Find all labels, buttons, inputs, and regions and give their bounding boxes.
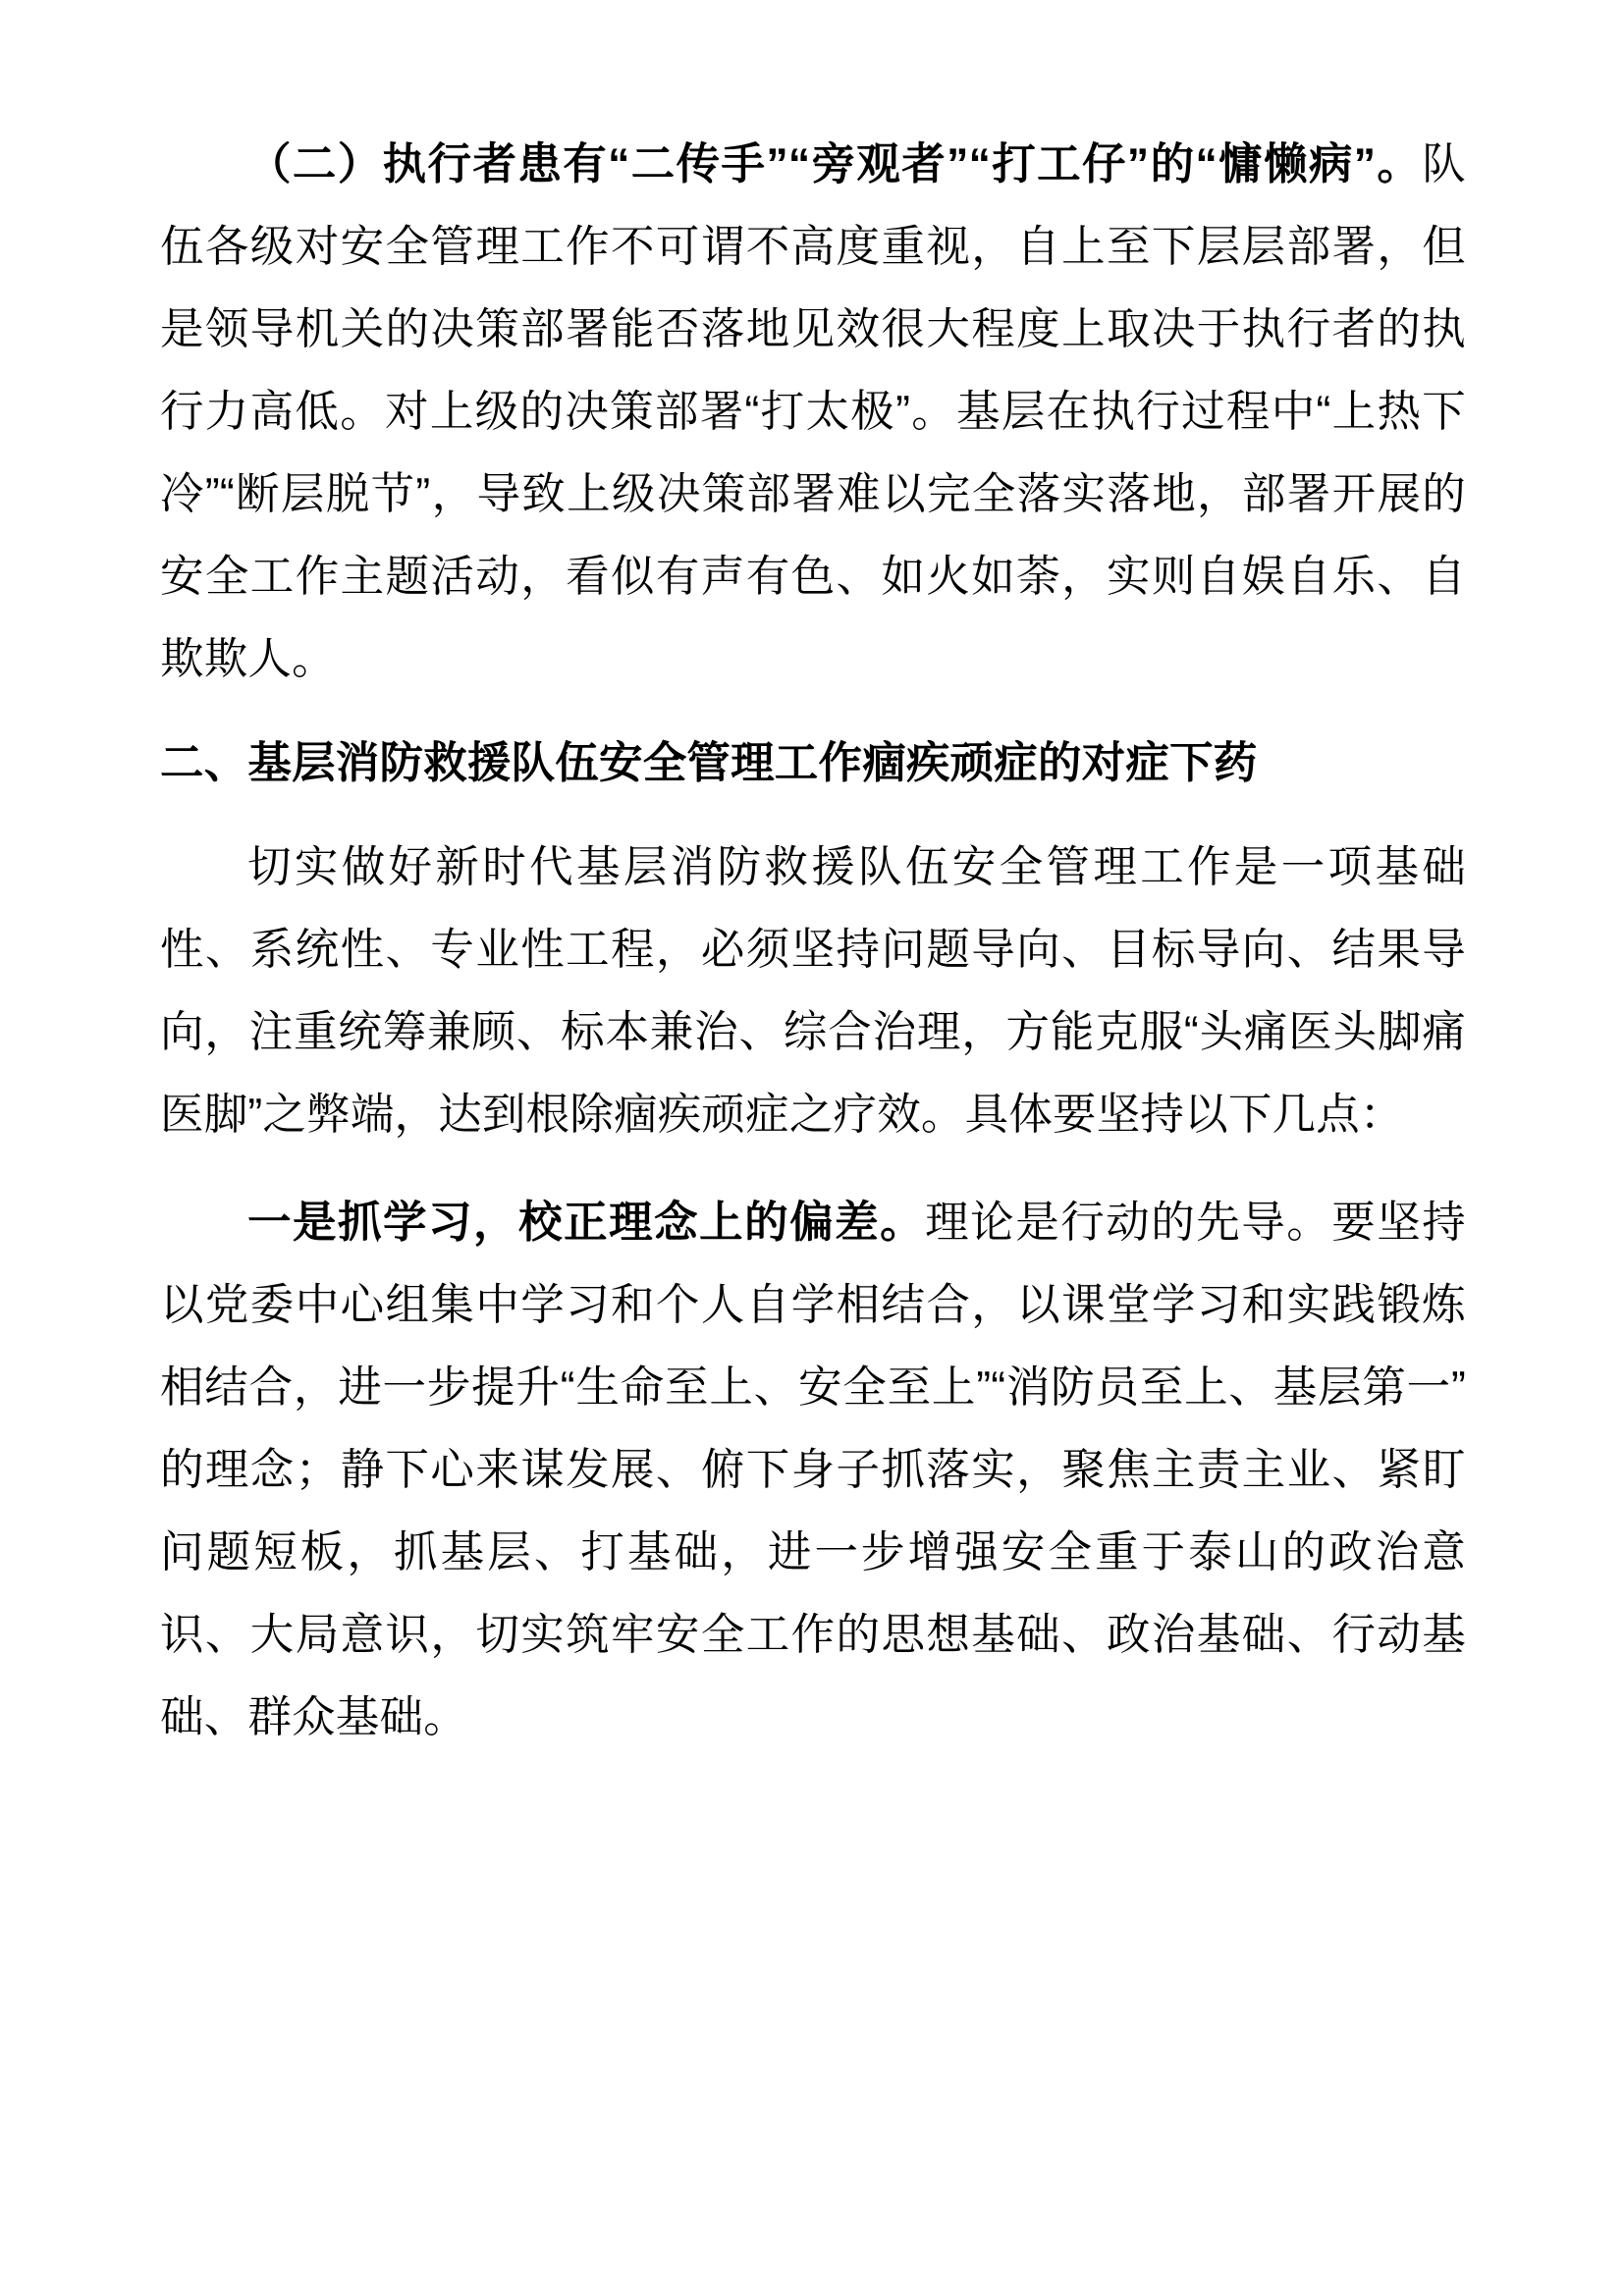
paragraph-overview-body: 切实做好新时代基层消防救援队伍安全管理工作是一项基础性、系统性、专业性工程，必须坚持问题导向、目标导向、结果导向，注重统筹兼顾、标本兼治、综合治理，方能克服“头痛医头脚痛医脚”之弊端，达到根除痼疾顽症之疗效。具体要坚持以下几点： <box>160 843 1466 1139</box>
document-body <box>160 124 1466 1759</box>
paragraph-point-one <box>160 1182 1466 1759</box>
section-heading-two: 二、基层消防救援队伍安全管理工作痼疾顽症的对症下药 <box>160 739 1258 787</box>
paragraph-point-one-body: 理论是行动的先导。要坚持以党委中心组集中学习和个人自学相结合，以课堂学习和实践锻炼相结合，进一步提升“生命至上、安全至上”“消防员至上、基层第一”的理念；静下心来谋发展、俯下身子抓落实，聚焦主责主业、紧盯问题短板，抓基层、打基础，进一步增强安全重于泰山的政治意识、大局意识，切实筑牢安全工作的思想基础、政治基础、行动基础、群众基础。 <box>160 1199 1466 1741</box>
paragraph-point-one-lead: 一是抓学习，校正理念上的偏差。 <box>247 1199 926 1247</box>
spacer <box>160 701 1466 722</box>
paragraph-executor-lead: （二）执行者患有“二传手”“旁观者”“打工仔”的“慵懒病”。 <box>247 140 1423 188</box>
paragraph-executor-body: 队伍各级对安全管理工作不可谓不高度重视，自上至下层层部署，但是领导机关的决策部署能否落地见效很大程度上取决于执行者的执行力高低。对上级的决策部署“打太极”。基层在执行过程中“上热下冷”“断层脱节”，导致上级决策部署难以完全落实落地，部署开展的安全工作主题活动，看似有声有色、如火如荼，实则自娱自乐、自欺欺人。 <box>160 140 1466 683</box>
spacer <box>160 1156 1466 1182</box>
paragraph-overview <box>160 827 1466 1156</box>
spacer <box>160 805 1466 827</box>
paragraph-executor <box>160 124 1466 701</box>
